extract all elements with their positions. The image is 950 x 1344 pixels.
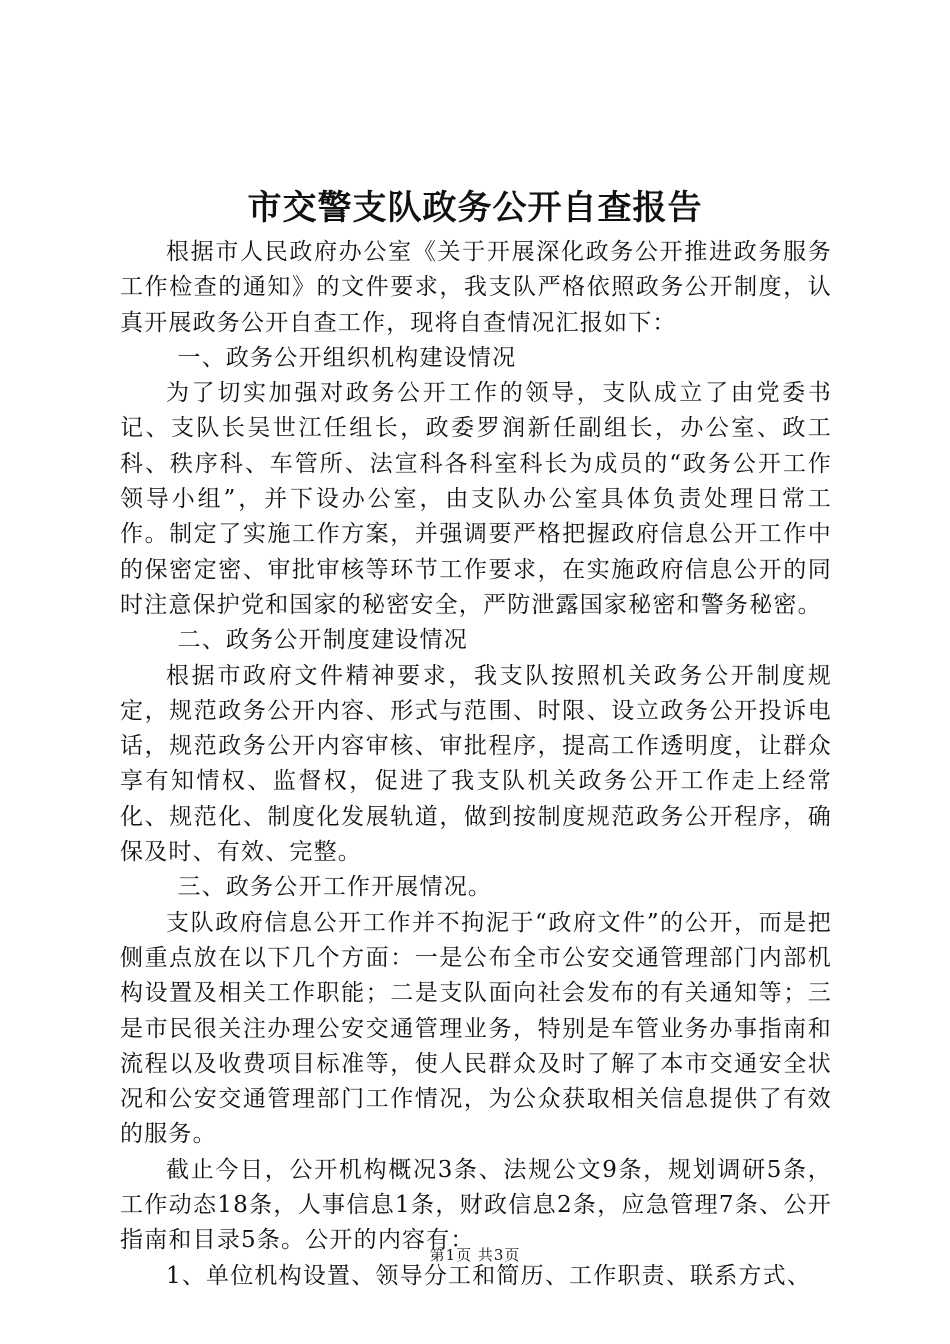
statistics-paragraph: 截止今日，公开机构概况3条、法规公文9条，规划调研5条，工作动态18条，人事信息1条，财政信息2条，应急管理7条、公开指南和目录5条。公开的内容有： <box>120 1156 832 1254</box>
section-heading-1: 一、政务公开组织机构建设情况 <box>177 344 517 371</box>
section-heading-3: 三、政务公开工作开展情况。 <box>177 874 493 901</box>
list-item-1: 1、单位机构设置、领导分工和简历、工作职责、联系方式、 <box>166 1262 812 1289</box>
section-heading-2: 二、政务公开制度建设情况 <box>177 627 468 654</box>
document-title: 市交警支队政务公开自查报告 <box>247 188 703 228</box>
intro-paragraph: 根据市人民政府办公室《关于开展深化政务公开推进政务服务工作检查的通知》的文件要求，我支队严格依照政务公开制度，认真开展政务公开自查工作，现将自查情况汇报如下： <box>120 239 832 336</box>
document-body <box>120 235 832 1294</box>
section-1-paragraph: 为了切实加强对政务公开工作的领导，支队成立了由党委书记、支队长吴世江任组长，政委罗润新任副组长，办公室、政工科、秩序科、车管所、法宣科各科室科长为成员的“政务公开工作领导小组”，并下设办公室，由支队办公室具体负责处理日常工作。制定了实施工作方案，并强调要严格把握政府信息公开工作中的保密定密、审批审核等环节工作要求，在实施政府信息公开的同时注意保护党和国家的秘密安全，严防泄露国家秘密和警务秘密。 <box>120 380 832 618</box>
section-3-paragraph: 支队政府信息公开工作并不拘泥于“政府文件”的公开，而是把侧重点放在以下几个方面：一是公布全市公安交通管理部门内部机构设置及相关工作职能；二是支队面向社会发布的有关通知等；三是市民很关注办理公安交通管理业务，特别是车管业务办事指南和流程以及收费项目标准等，使人民群众及时了解了本市交通安全状况和公安交通管理部门工作情况，为公众获取相关信息提供了有效的服务。 <box>120 909 832 1148</box>
page-footer: 第1页 共3页 <box>429 1246 521 1264</box>
section-2-paragraph: 根据市政府文件精神要求，我支队按照机关政务公开制度规定，规范政务公开内容、形式与范围、时限、设立政务公开投诉电话，规范政务公开内容审核、审批程序，提高工作透明度，让群众享有知情权、监督权，促进了我支队机关政务公开工作走上经常化、规范化、制度化发展轨道，做到按制度规范政务公开程序，确保及时、有效、完整。 <box>120 662 832 866</box>
